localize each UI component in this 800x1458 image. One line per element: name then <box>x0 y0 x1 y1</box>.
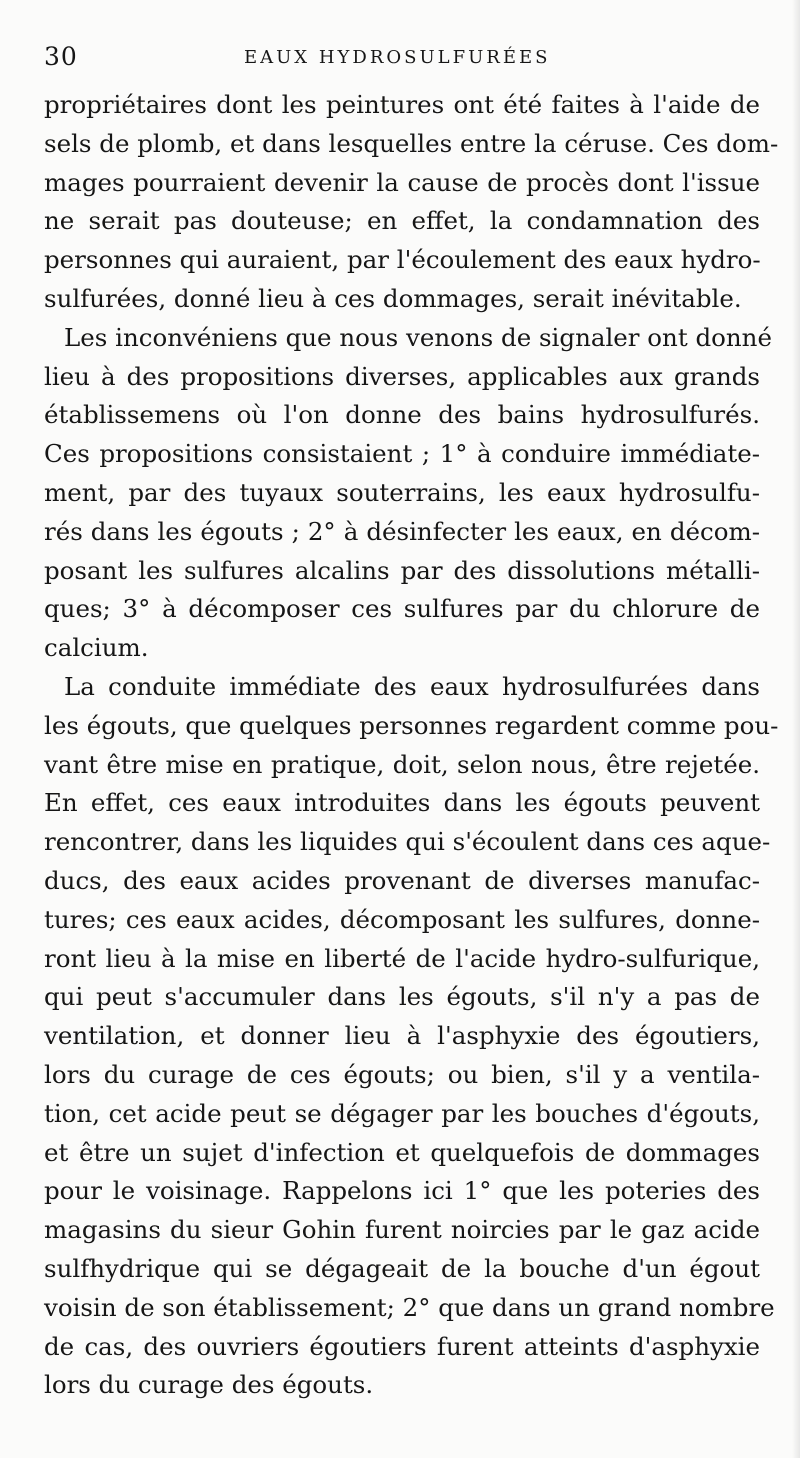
text-line: ventilation, et donner lieu à l'asphyxie des égoutiers, <box>44 1021 760 1051</box>
running-head: EAUX HYDROSULFURÉES <box>244 47 551 68</box>
text-line: établissemens où l'on donne des bains hydrosulfurés. <box>44 400 760 430</box>
text-line: ques; 3° à décomposer ces sulfures par du chlorure de <box>44 594 760 624</box>
text-line: sulfhydrique qui se dégageait de la bouche d'un égout <box>44 1253 760 1283</box>
text-line: tion, cet acide peut se dégager par les bouches d'égouts, <box>44 1098 760 1128</box>
text-line: tures; ces eaux acides, décomposant les sulfures, donne- <box>44 904 760 934</box>
text-line: ne serait pas douteuse; en effet, la condamnation des <box>44 206 760 236</box>
text-line: Les inconvéniens que nous venons de signaler ont donné <box>64 322 772 352</box>
text-line: de cas, des ouvriers égoutiers furent atteints d'asphyxie <box>44 1331 760 1361</box>
text-line: posant les sulfures alcalins par des dissolutions métalli- <box>44 555 760 585</box>
text-line: magasins du sieur Gohin furent noircies par le gaz acide <box>44 1215 760 1245</box>
text-line: ront lieu à la mise en liberté de l'acide hydro-sulfurique, <box>44 943 760 973</box>
page-number: 30 <box>44 42 78 71</box>
text-line: et être un sujet d'infection et quelquefois de dommages <box>44 1137 760 1167</box>
page-edge-shadow <box>792 0 800 1458</box>
text-line: les égouts, que quelques personnes regardent comme pou- <box>44 710 779 740</box>
text-line: pour le voisinage. Rappelons ici 1° que les poteries des <box>44 1176 760 1206</box>
text-line: personnes qui auraient, par l'écoulement des eaux hydro- <box>44 245 761 275</box>
text-line: En effet, ces eaux introduites dans les égouts peuvent <box>44 788 760 818</box>
text-line: rencontrer, dans les liquides qui s'écoulent dans ces aque- <box>44 827 771 857</box>
text-line: Ces propositions consistaient ; 1° à conduire immédiate- <box>44 439 760 469</box>
text-line: rés dans les égouts ; 2° à désinfecter les eaux, en décom- <box>44 516 760 546</box>
text-line: mages pourraient devenir la cause de procès dont l'issue <box>44 167 760 197</box>
text-line: qui peut s'accumuler dans les égouts, s'il n'y a pas de <box>44 982 760 1012</box>
text-line: vant être mise en pratique, doit, selon nous, être rejetée. <box>44 749 760 779</box>
text-line: lieu à des propositions diverses, applicables aux grands <box>44 361 760 391</box>
text-line: calcium. <box>44 633 149 663</box>
text-line: sulfurées, donné lieu à ces dommages, serait inévitable. <box>44 283 742 313</box>
text-line: ment, par des tuyaux souterrains, les eaux hydrosulfu- <box>44 477 760 507</box>
text-line: sels de plomb, et dans lesquelles entre la céruse. Ces dom- <box>44 128 779 158</box>
text-line: La conduite immédiate des eaux hydrosulfurées dans <box>64 671 760 701</box>
text-line: ducs, des eaux acides provenant de diverses manufac- <box>44 865 760 895</box>
text-line: voisin de son établissement; 2° que dans un grand nombre <box>44 1292 775 1322</box>
text-line: lors du curage des égouts. <box>44 1370 374 1400</box>
text-line: propriétaires dont les peintures ont été faites à l'aide de <box>44 90 760 119</box>
body-text <box>44 86 779 1405</box>
page-header <box>44 40 760 80</box>
text-line: lors du curage de ces égouts; ou bien, s'il y a ventila- <box>44 1059 760 1089</box>
